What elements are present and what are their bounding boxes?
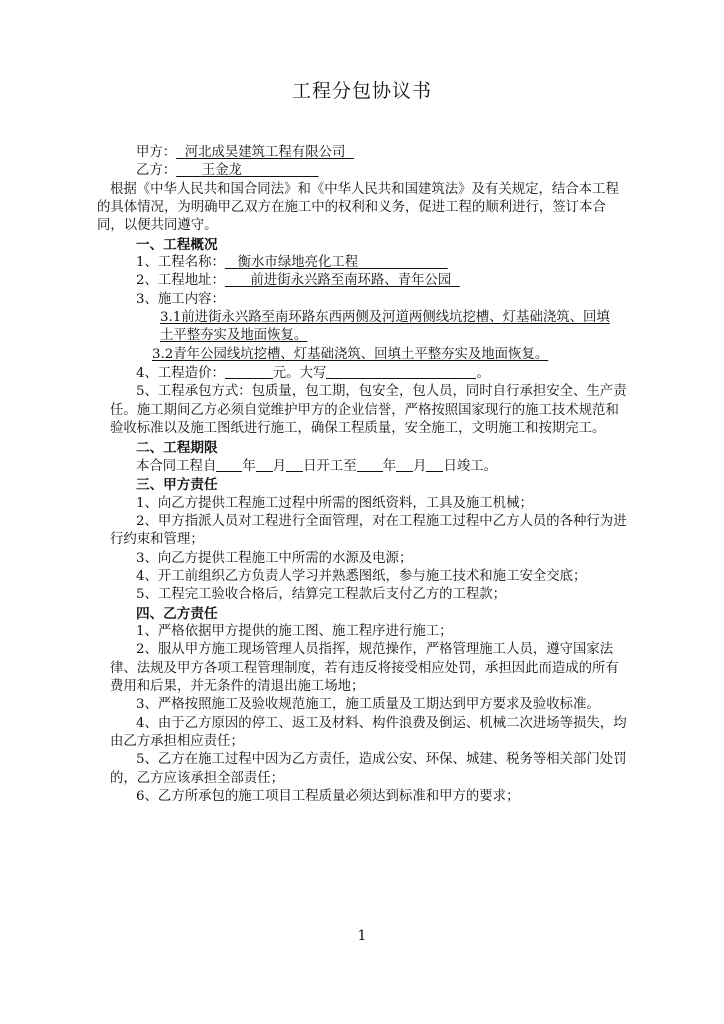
project-address-value: 前进街永兴路至南环路、青年公园: [250, 273, 452, 289]
party-a-line: [110, 144, 630, 162]
end-month-blank: [396, 457, 413, 472]
section-2-heading: 二、工程期限: [136, 439, 218, 456]
project-address-line: 2、工程地址： 前进街永兴路至南环路、青年公园: [110, 272, 630, 290]
party-a-duty-1: 1、向乙方提供工程施工过程中所需的图纸资料，工具及施工机械；: [136, 495, 533, 511]
party-a-value: 河北成昊建筑工程有限公司: [184, 145, 346, 160]
start-day-blank: [286, 457, 303, 472]
party-b-duty-6: 6、乙方所承包的施工项目工程质量必须达到标准和甲方的要求；: [136, 789, 520, 805]
section-1-heading: 一、工程概况: [136, 236, 218, 253]
cost-amount-blank: [225, 364, 273, 379]
section-3-heading: 三、甲方责任: [136, 477, 218, 494]
project-name-value: 衡水市绿地亮化工程: [237, 255, 359, 271]
party-b-duty-3: 3、严格按照施工及验收规范施工，施工质量及工期达到甲方要求及验收标准。: [136, 697, 600, 713]
project-name-line: 1、工程名称： 衡水市绿地亮化工程: [110, 254, 630, 272]
page-number: 1: [357, 928, 367, 944]
start-year-blank: [216, 457, 242, 472]
party-a-label: 甲方：: [136, 145, 177, 160]
document-title: 工程分包协议书: [291, 80, 432, 102]
construction-content-2: 3.2青年公园线坑挖槽、灯基础浇筑、回填土平整夯实及地面恢复。: [152, 346, 549, 362]
cost-words-blank: [326, 364, 476, 379]
end-day-blank: [426, 457, 443, 472]
party-b-duty-5: 5、乙方在施工过程中因为乙方责任，造成公安、环保、城建、税务等相关部门处罚的，乙方应该承担全部责任；: [110, 752, 627, 786]
end-year-blank: [357, 457, 383, 472]
party-a-duty-2: 2、甲方指派人员对工程进行全面管理，对在工程施工过程中乙方人员的各种行为进行约束和管理；: [110, 513, 627, 548]
party-b-label: 乙方：: [136, 163, 177, 179]
project-cost-line: 4、工程造价： 元。大写 。: [136, 366, 490, 382]
party-b-duty-2: 2、服从甲方施工现场管理人员指挥，规范操作，严格管理施工人员，遵守国家法律、法规及甲方各项工程管理制度，若有违反将接受相应处罚，承担因此而造成的所有费用和后果，并无条件的清退出施工场地；: [110, 642, 619, 694]
party-b-duty-1: 1、严格依据甲方提供的施工图、施工程序进行施工；: [136, 623, 453, 639]
document-body: [97, 144, 630, 806]
party-a-duty-3: 3、向乙方提供工程施工中所需的水源及电源；: [136, 550, 413, 566]
start-month-blank: [256, 457, 273, 472]
party-a-duty-4: 4、开工前组织乙方负责人学习并熟悉图纸，参与施工技术和施工安全交底；: [136, 568, 587, 584]
project-period-line: 本合同工程自 年 月 日开工至 年 月 日竣工。: [136, 458, 498, 474]
party-b-value: 王金龙: [201, 163, 242, 179]
party-b-duty-4: 4、由于乙方原因的停工、返工及材料、构件浪费及倒运、机械二次进场等损失，均由乙方承担相应责任；: [110, 715, 627, 749]
intro-paragraph: 根据《中华人民共和国合同法》和《中华人民共和国建筑法》及有关规定，结合本工程的具体情况，为明确甲乙双方在施工中的权利和义务，促进工程的顺利进行，签订本合同，以便共同遵守。: [97, 181, 619, 234]
construction-content-label: 3、施工内容：: [136, 291, 225, 307]
contract-mode-paragraph: 5、工程承包方式：包质量，包工期，包安全，包人员，同时自行承担安全、生产责任。施工期间乙方必须自觉维护甲方的企业信誉，严格按照国家现行的施工技术规范和验收标准以及施工图纸进行施工，确保工程质量，安全施工，文明施工和按期完工。: [110, 384, 627, 437]
section-4-heading: 四、乙方责任: [136, 605, 218, 622]
party-b-line: [110, 162, 630, 180]
construction-content-1: 3.1前进街永兴路至南环路东西两侧及河道两侧线坑挖槽、灯基础浇筑、回填土平整夯实及地面恢复。: [160, 310, 610, 344]
party-a-duty-5: 5、工程完工验收合格后，结算完工程款后支付乙方的工程款；: [136, 587, 507, 603]
